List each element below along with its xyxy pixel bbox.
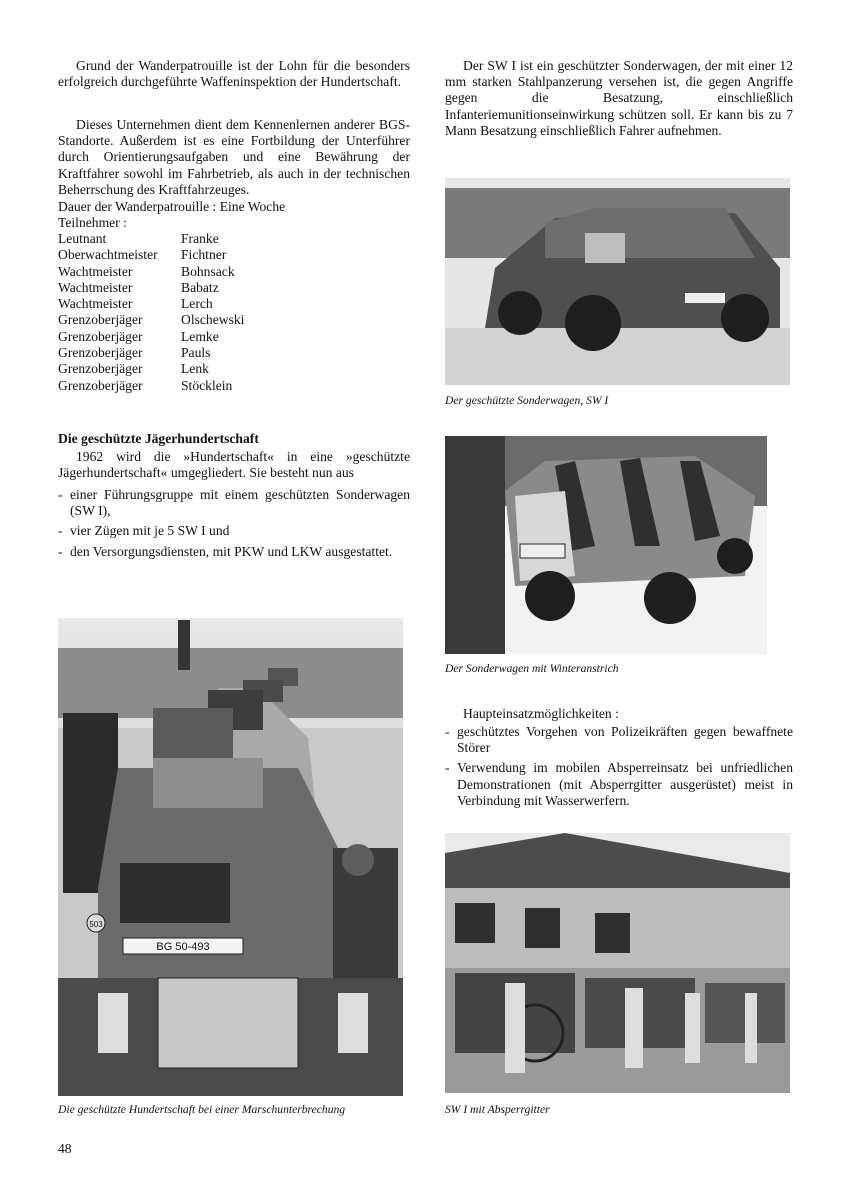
- participant-row: [58, 312, 244, 328]
- uses-list-item: - geschütztes Vorgehen von Polizeikräften gegen bewaffnete Störer: [445, 724, 793, 756]
- paragraph-1962: 1962 wird die »Hundertschaft« in eine »geschützte Jägerhundertschaft« umgegliedert. Sie besteht nun aus: [58, 449, 410, 481]
- participant-name: Stöcklein: [181, 377, 233, 393]
- participant-row: [58, 329, 244, 345]
- photo-sw1: [445, 178, 790, 385]
- page-number: 48: [58, 1141, 72, 1156]
- participants-table: [58, 231, 244, 394]
- participant-name: Lemke: [181, 328, 219, 344]
- participants-label: Teilnehmer :: [58, 215, 127, 230]
- section-heading: Die geschützte Jägerhundertschaft: [58, 431, 259, 446]
- participant-rank: Grenzoberjäger: [58, 361, 143, 377]
- participant-row: [58, 296, 244, 312]
- participant-name: Fichtner: [181, 247, 227, 263]
- participant-rank: Grenzoberjäger: [58, 312, 143, 328]
- participant-rank: Oberwachtmeister: [58, 247, 158, 263]
- convoy-plate: BG 50-493: [156, 941, 210, 953]
- uses-label: Haupteinsatzmöglichkeiten :: [463, 706, 619, 721]
- participant-row: [58, 231, 244, 247]
- caption-winter: Der Sonderwagen mit Winteranstrich: [445, 662, 619, 675]
- participant-rank: Grenzoberjäger: [58, 345, 143, 361]
- structure-list-item: - den Versorgungsdiensten, mit PKW und LKW ausgestattet.: [58, 544, 410, 560]
- caption-convoy: Die geschützte Hundertschaft bei einer Marschunterbrechung: [58, 1103, 346, 1116]
- participant-rank: Wachtmeister: [58, 296, 133, 312]
- participant-row: [58, 280, 244, 296]
- participant-rank: Wachtmeister: [58, 279, 133, 295]
- structure-list-item: - vier Zügen mit je 5 SW I und: [58, 523, 410, 539]
- participant-name: Bohnsack: [181, 263, 235, 279]
- photo-barrier: [445, 833, 790, 1093]
- participant-name: Olschewski: [181, 312, 245, 328]
- structure-list-item: - einer Führungsgruppe mit einem geschützten Sonderwagen (SW I),: [58, 487, 410, 519]
- photo-convoy: [58, 618, 403, 1096]
- paragraph-sw1: Der SW I ist ein geschützter Sonderwagen, der mit einer 12 mm starken Stahlpanzerung versehen ist, die gegen Angriffe gegen die Besatzung, einschließlich Infanteriemunitionseinwirkung schützen soll. Er kann bis zu 7 Mann Besatzung einschließlich Fahrer aufnehmen.: [445, 58, 793, 138]
- duration-line: Dauer der Wanderpatrouille : Eine Woche: [58, 199, 286, 214]
- uses-list: [445, 724, 793, 813]
- convoy-number: 503: [89, 920, 103, 929]
- participant-name: Lerch: [181, 296, 213, 312]
- participant-rank: Wachtmeister: [58, 263, 133, 279]
- participant-name: Lenk: [181, 361, 209, 377]
- participant-rank: Grenzoberjäger: [58, 328, 143, 344]
- paragraph-purpose: Dieses Unternehmen dient dem Kennenlernen anderer BGS-Standorte. Außerdem ist es eine Fortbildung der Unterführer durch Orientierungsaufgaben und eine Bewährung der Kraftfahrer sowohl im Fahrbetrieb, als auch in der technischen Beherrschung des Kraftfahrzeuges.: [58, 117, 410, 197]
- participant-name: Pauls: [181, 345, 211, 361]
- participant-rank: Leutnant: [58, 231, 107, 246]
- participant-row: [58, 378, 244, 394]
- caption-barrier: SW I mit Absperrgitter: [445, 1103, 550, 1116]
- photo-winter: [445, 436, 767, 654]
- caption-sw1: Der geschützte Sonderwagen, SW I: [445, 394, 609, 407]
- paragraph-reward: Grund der Wanderpatrouille ist der Lohn für die besonders erfolgreich durchgeführte Waffeninspektion der Hundertschaft.: [58, 58, 410, 90]
- structure-list: [58, 487, 410, 564]
- participant-row: [58, 264, 244, 280]
- participant-name: Babatz: [181, 279, 219, 295]
- participant-rank: Grenzoberjäger: [58, 377, 143, 393]
- participant-row: [58, 345, 244, 361]
- participant-name: Franke: [181, 231, 219, 246]
- participant-row: [58, 361, 244, 377]
- uses-list-item: - Verwendung im mobilen Absperreinsatz bei unfriedlichen Demonstrationen (mit Absperrgitter ausgerüstet) meist in Verbindung mit Wasserwerfern.: [445, 760, 793, 809]
- participant-row: [58, 247, 244, 263]
